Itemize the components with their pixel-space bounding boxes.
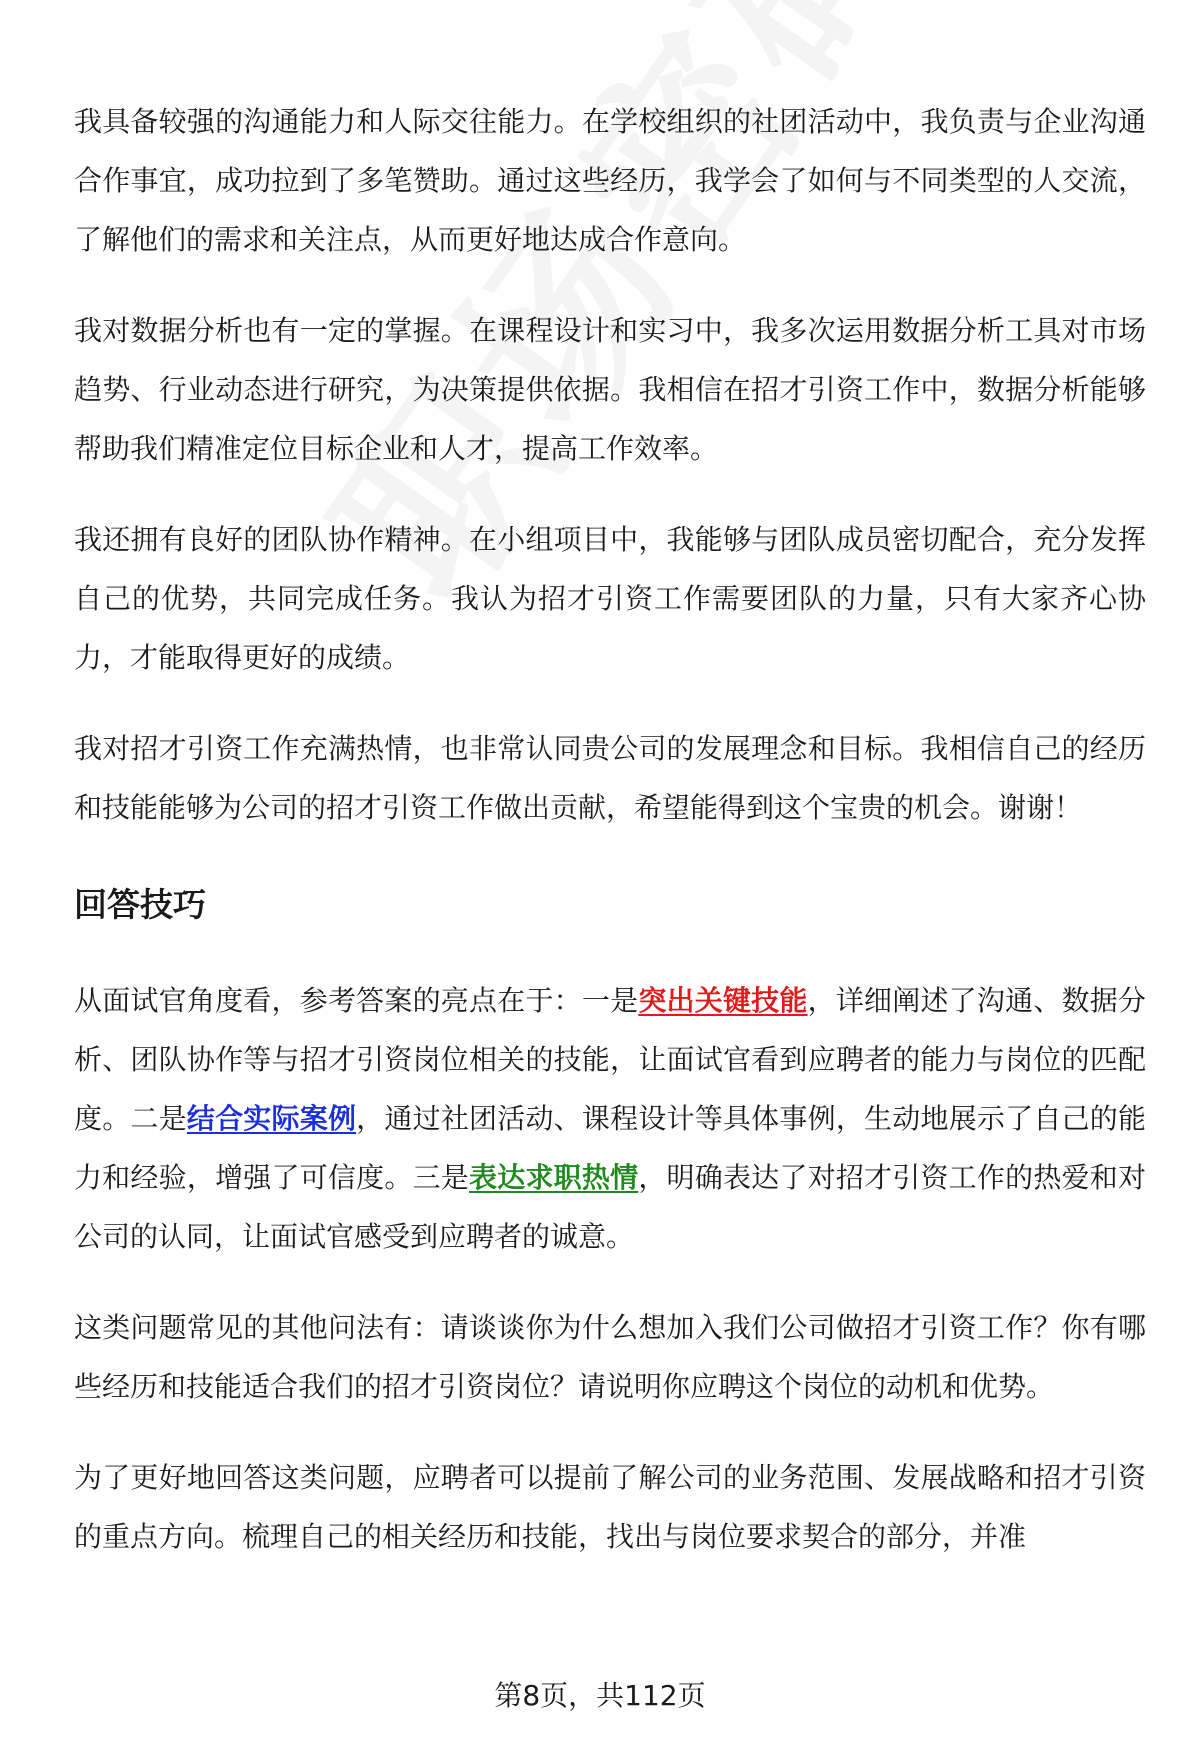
tips-text-2: ，详细阐述了沟通、数据分析、团队协作等与招才引资岗位相关的技能，让面试官看到应聘者的能力与岗位的匹配度。二是 [74,984,1146,1135]
document-body [74,92,1146,1598]
tips-text-4: ，明确表达了对招才引资工作的热爱和对公司的认同，让面试官感受到应聘者的诚意。 [74,1161,1146,1253]
paragraph-other-questions: 这类问题常见的其他问法有：请谈谈你为什么想加入我们公司做招才引资工作？你有哪些经历和技能适合我们的招才引资岗位？请说明你应聘这个岗位的动机和优势。 [74,1311,1146,1403]
paragraph-teamwork: 我还拥有良好的团队协作精神。在小组项目中，我能够与团队成员密切配合，充分发挥自己的优势，共同完成任务。我认为招才引资工作需要团队的力量，只有大家齐心协力，才能取得更好的成绩。 [74,523,1146,674]
highlight-key-skills: 突出关键技能 [638,984,808,1017]
section-title: 回答技巧 [74,885,206,924]
paragraph-data-analysis: 我对数据分析也有一定的掌握。在课程设计和实习中，我多次运用数据分析工具对市场趋势、行业动态进行研究，为决策提供依据。我相信在招才引资工作中，数据分析能够帮助我们精准定位目标企业和人才，提高工作效率。 [74,314,1146,465]
paragraph-preparation: 为了更好地回答这类问题，应聘者可以提前了解公司的业务范围、发展战略和招才引资的重点方向。梳理自己的相关经历和技能，找出与岗位要求契合的部分，并准 [74,1461,1146,1553]
page-footer: 第8页，共112页 [494,1679,706,1712]
highlight-job-enthusiasm: 表达求职热情 [469,1161,639,1194]
paragraph-closing: 我对招才引资工作充满热情，也非常认同贵公司的发展理念和目标。我相信自己的经历和技能能够为公司的招才引资工作做出贡献，希望能得到这个宝贵的机会。谢谢！ [74,732,1146,824]
highlight-real-cases: 结合实际案例 [186,1102,357,1135]
tips-text-3: ，通过社团活动、课程设计等具体事例，生动地展示了自己的能力和经验，增强了可信度。三是 [74,1102,1146,1194]
tips-text-1: 从面试官角度看，参考答案的亮点在于：一是 [74,984,639,1017]
paragraph-tips [74,971,1146,1266]
paragraph-communication: 我具备较强的沟通能力和人际交往能力。在学校组织的社团活动中，我负责与企业沟通合作事宜，成功拉到了多笔赞助。通过这些经历，我学会了如何与不同类型的人交流，了解他们的需求和关注点，从而更好地达成合作意向。 [74,105,1146,256]
